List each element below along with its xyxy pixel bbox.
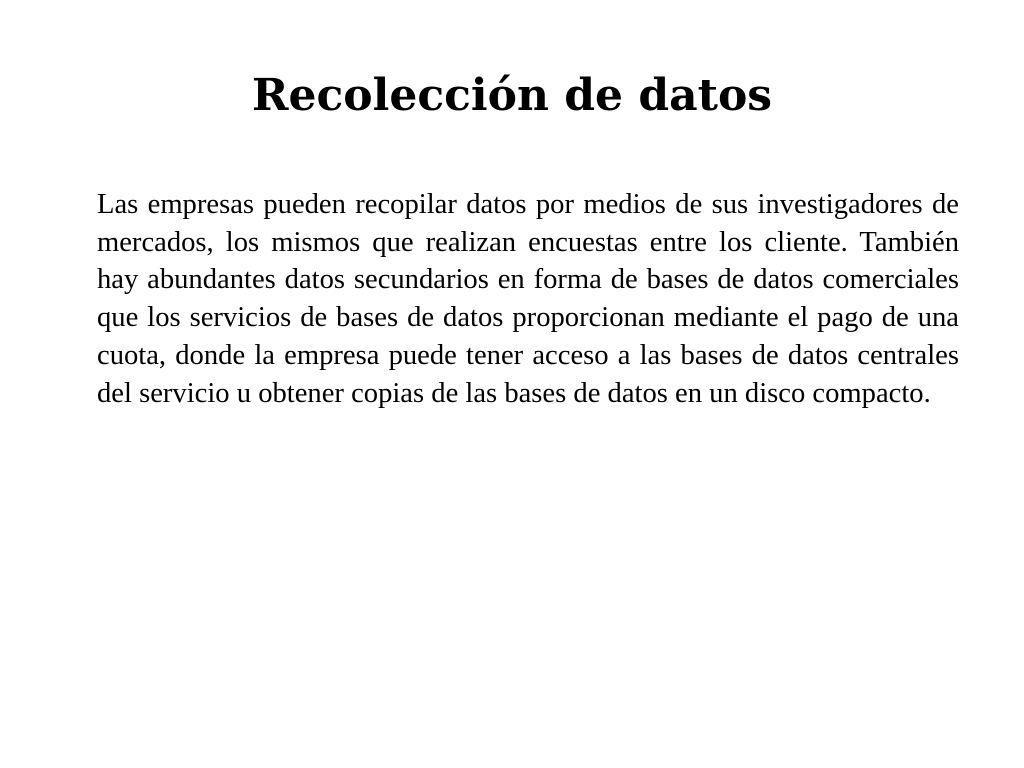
slide-body-text: Las empresas pueden recopilar datos por medios de sus investigadores de mercados, los mismos que realizan encuestas entre los cliente. También hay abundantes datos secundarios en forma de bases de datos comerciales que los servicios de bases de datos proporcionan mediante el pago de una cuota, donde la empresa puede tener acceso a las bases de datos centrales del servicio u obtener copias de las bases de datos en un disco compacto. — [97, 189, 959, 409]
slide-title: Recolección de datos — [251, 70, 773, 121]
